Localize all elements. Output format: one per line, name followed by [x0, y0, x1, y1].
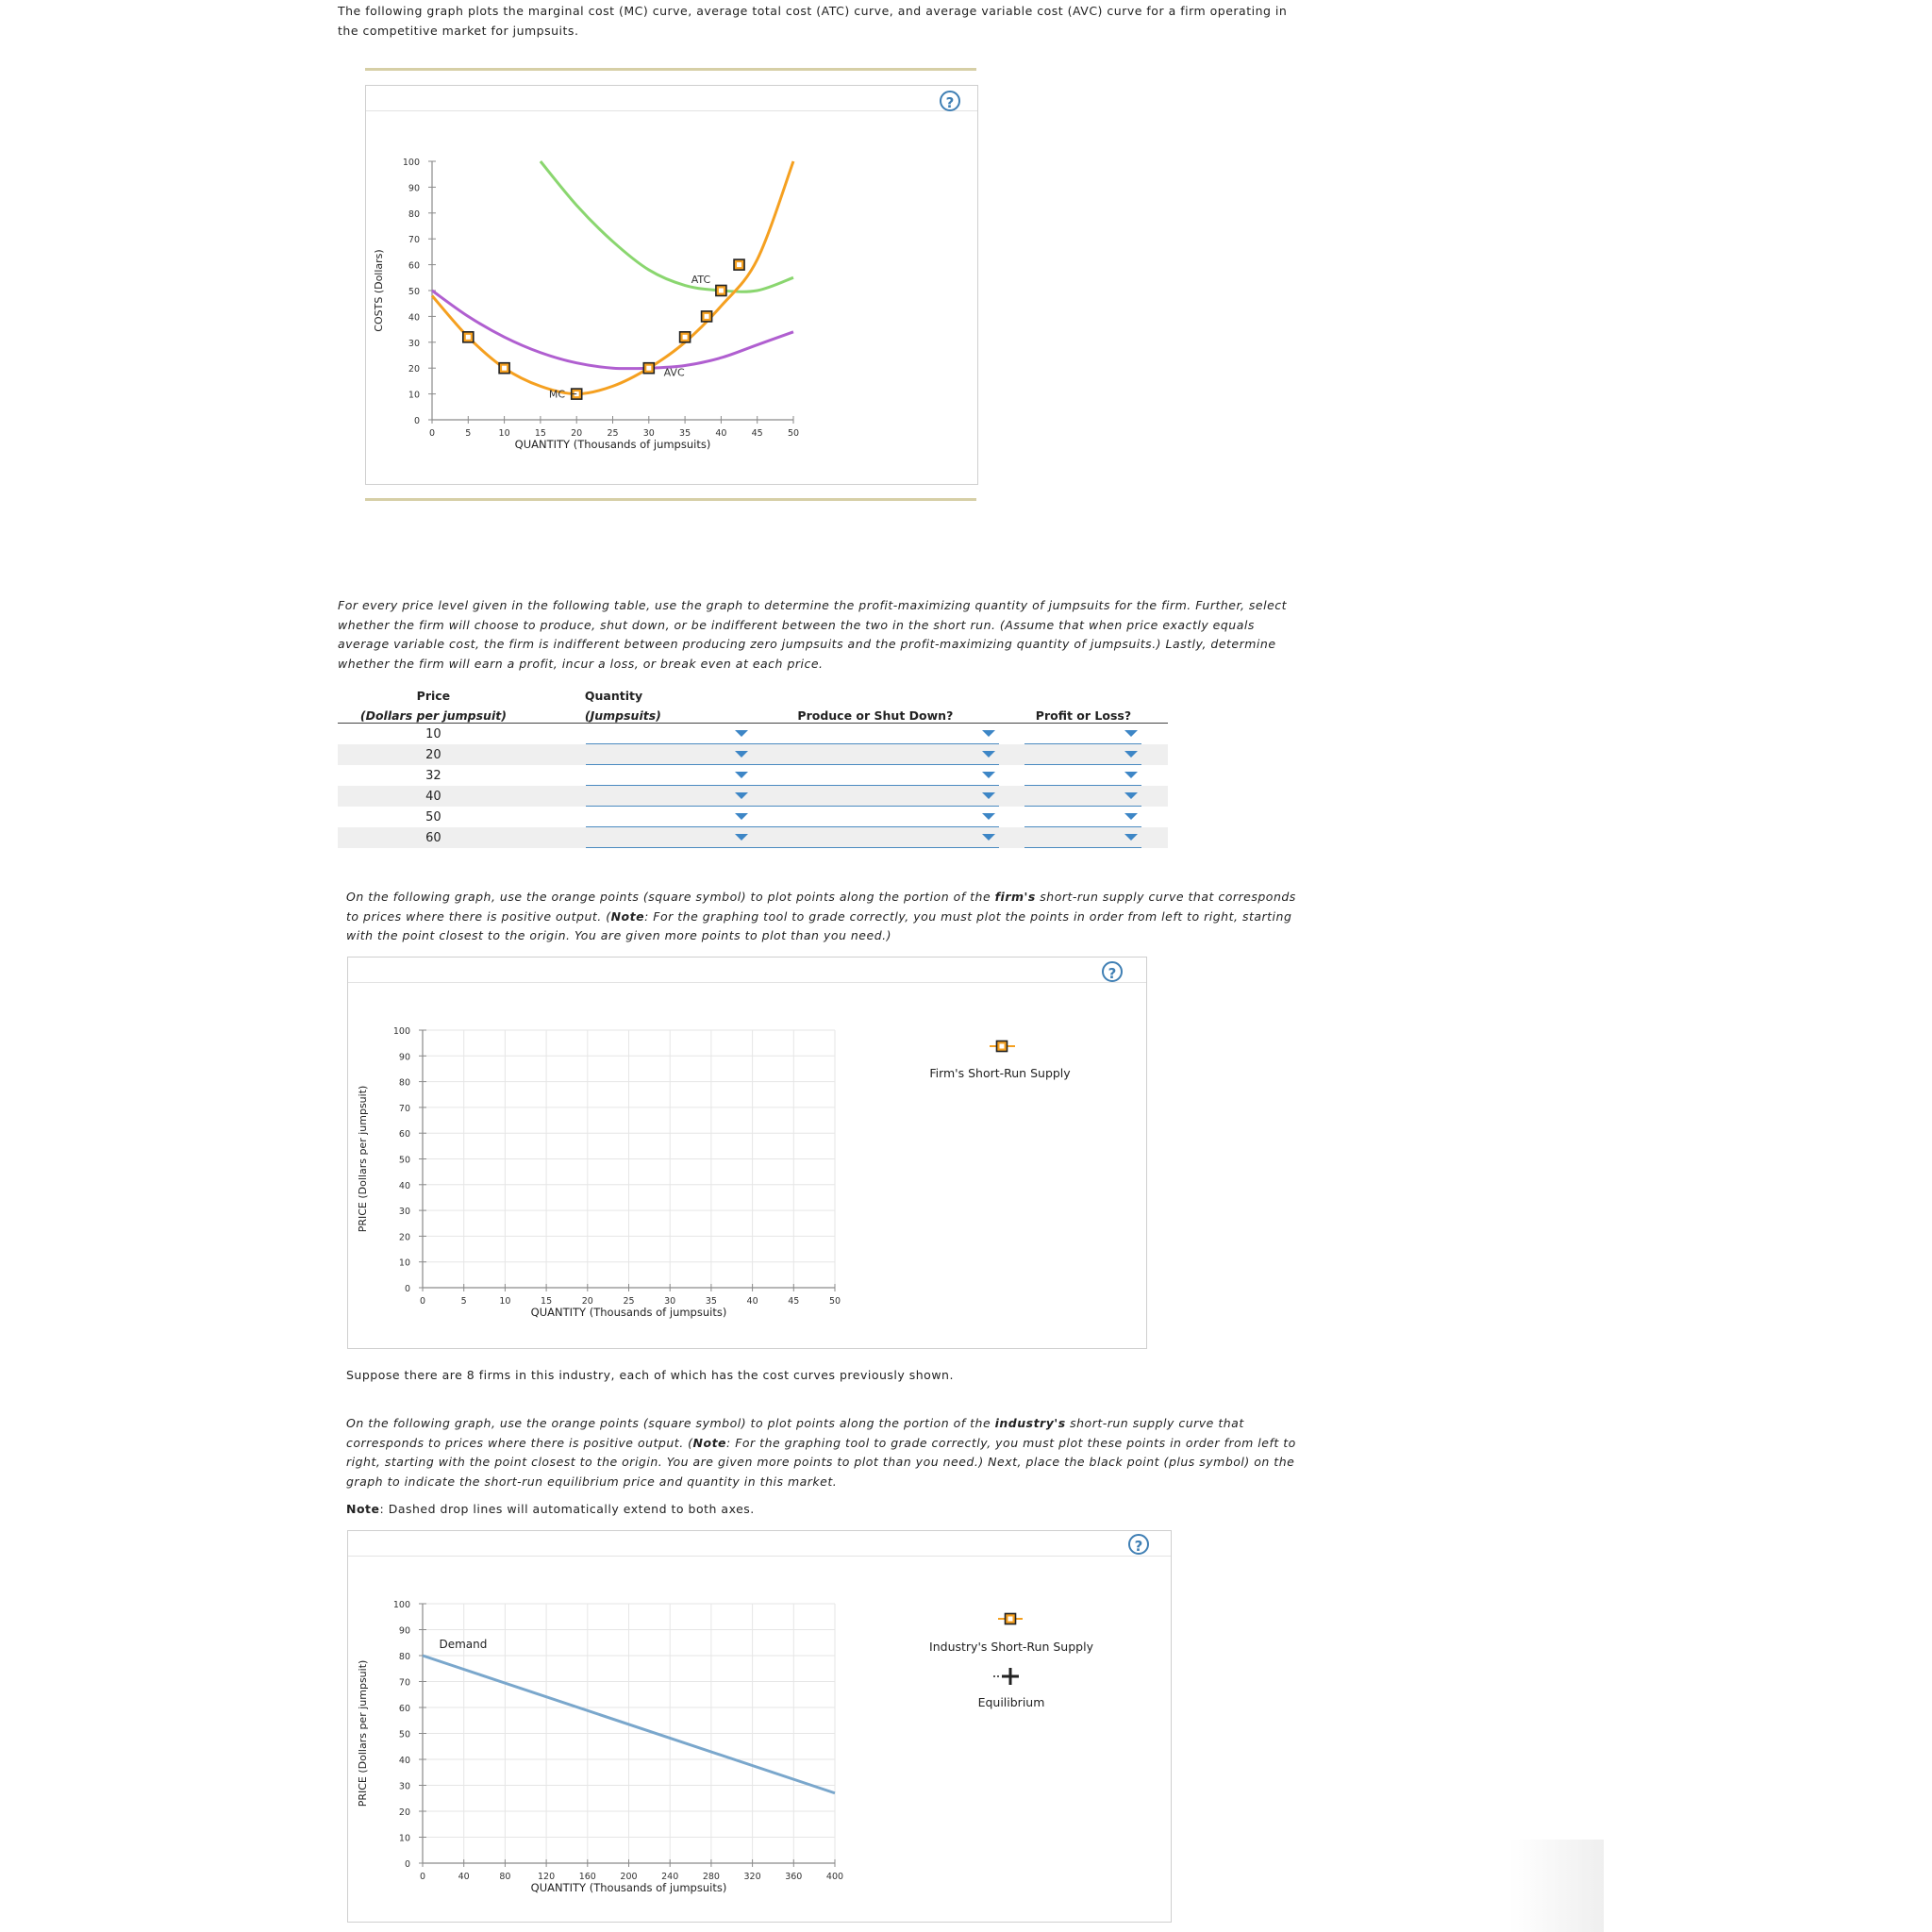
profit-or-loss-cell: [999, 807, 1168, 827]
chevron-down-icon[interactable]: [735, 730, 748, 737]
produce-or-shutdown-cell: [752, 744, 999, 765]
x-tick-label: 45: [751, 428, 763, 439]
spacer: [529, 807, 585, 827]
chevron-down-icon[interactable]: [982, 813, 995, 820]
emphasis: firm's: [994, 890, 1036, 904]
x-tick-label: 5: [465, 428, 472, 439]
x-tick-label: 40: [458, 1872, 470, 1882]
chevron-down-icon[interactable]: [1124, 792, 1138, 799]
instruction-line: with the point closest to the origin. You are given more points to plot than you need.): [346, 928, 891, 942]
instruction-line: average variable cost, the firm is indifferent between producing zero jumpsuits and the profit-maximizing quantity of jumpsuits.) Lastly, determine: [338, 637, 1276, 651]
col-profit-header: Profit or Loss?: [999, 703, 1168, 724]
produce-or-shutdown-cell: [752, 765, 999, 786]
x-tick-label: 320: [743, 1872, 761, 1882]
y-tick-label: 40: [408, 312, 420, 324]
intro-line: The following graph plots the marginal cost (MC) curve, average total cost (ATC) curve, and average variable cost (AVC) curve for a firm operating in: [338, 4, 1288, 18]
x-tick-label: 0: [428, 428, 436, 439]
instruction-line: graph to indicate the short-run equilibrium price and quantity in this market.: [346, 1474, 838, 1489]
x-tick-label: 240: [661, 1872, 679, 1882]
emphasis: Note: [692, 1435, 727, 1450]
text: : For the graphing tool to grade correctly, you must plot the points in order from left to right, starting: [644, 908, 1292, 924]
chevron-down-icon[interactable]: [735, 813, 748, 820]
y-tick-label: 10: [398, 1257, 410, 1269]
quantity-dropdown[interactable]: [586, 827, 752, 848]
produce-or-shutdown-dropdown[interactable]: [752, 827, 999, 848]
profit-or-loss-cell: [999, 724, 1168, 745]
col-price-subheader: (Dollars per jumpsuit): [338, 703, 529, 724]
quantity-cell: [585, 765, 752, 786]
y-tick-label: 30: [398, 1207, 410, 1218]
note-body: : Dashed drop lines will automatically extend to both axes.: [379, 1502, 755, 1516]
produce-or-shutdown-cell: [752, 724, 999, 745]
x-tick-label: 5: [460, 1296, 467, 1307]
quantity-dropdown[interactable]: [586, 807, 752, 827]
equilibrium-legend-tool[interactable]: [996, 1666, 1024, 1685]
table-row: [338, 786, 1168, 807]
chevron-down-icon[interactable]: [1124, 751, 1138, 758]
profit-or-loss-dropdown[interactable]: [1024, 765, 1141, 786]
instructions-firm-supply: [346, 888, 1535, 946]
quantity-cell: [585, 724, 752, 745]
x-tick-label: 20: [571, 428, 583, 439]
y-tick-label: 70: [398, 1103, 410, 1114]
y-tick-label: 40: [398, 1756, 410, 1766]
x-tick-label: 30: [664, 1296, 676, 1307]
chevron-down-icon[interactable]: [735, 772, 748, 778]
demand-label: Demand: [439, 1637, 488, 1651]
x-tick-label: 35: [705, 1296, 717, 1307]
quantity-cell: [585, 827, 752, 848]
y-tick-label: 50: [408, 287, 420, 297]
help-icon[interactable]: ?: [940, 91, 960, 111]
y-tick-label: 0: [413, 416, 420, 426]
y-tick-label: 100: [402, 158, 420, 168]
x-tick-label: 80: [499, 1872, 511, 1882]
chevron-down-icon[interactable]: [1124, 813, 1138, 820]
graph2-panel[interactable]: [347, 957, 1147, 1349]
x-tick-label: 160: [578, 1872, 596, 1882]
y-tick-label: 50: [398, 1155, 410, 1166]
profit-or-loss-cell: [999, 827, 1168, 848]
text: : For the graphing tool to grade correctly, you must plot these points in order from left to: [726, 1435, 1296, 1450]
quantity-cell: [585, 744, 752, 765]
col-price-header: Price: [416, 689, 451, 703]
chevron-down-icon[interactable]: [1124, 834, 1138, 841]
x-tick-label: 0: [419, 1296, 426, 1307]
text: On the following graph, use the orange points (square symbol) to plot points along the portion of the: [346, 1416, 995, 1430]
firm-supply-legend-tool[interactable]: [986, 1038, 1014, 1055]
produce-or-shutdown-dropdown[interactable]: [752, 807, 999, 827]
quantity-dropdown[interactable]: [586, 765, 752, 786]
text: short-run supply curve that: [1065, 1416, 1244, 1430]
industry-supply-legend-tool[interactable]: [996, 1610, 1024, 1627]
table-row: [338, 724, 1168, 745]
y-tick-label: 20: [398, 1232, 410, 1243]
chevron-down-icon[interactable]: [982, 730, 995, 737]
x-tick-label: 25: [607, 428, 619, 439]
x-axis-label: QUANTITY (Thousands of jumpsuits): [514, 438, 711, 451]
col-produce-header: Produce or Shut Down?: [752, 703, 999, 724]
x-tick-label: 50: [787, 428, 800, 439]
chevron-down-icon[interactable]: [1124, 772, 1138, 778]
y-tick-label: 90: [398, 1052, 410, 1063]
spacer: [529, 703, 585, 724]
x-tick-label: 120: [538, 1872, 556, 1882]
x-tick-label: 30: [642, 428, 655, 439]
instruction-line: [346, 1414, 1535, 1434]
firm-supply-legend-label: Firm's Short-Run Supply: [929, 1066, 1071, 1080]
produce-or-shutdown-cell: [752, 827, 999, 848]
panel-header-line: [348, 1556, 1171, 1557]
help-icon[interactable]: ?: [1128, 1534, 1149, 1555]
chevron-down-icon[interactable]: [735, 751, 748, 758]
spacer: [690, 703, 752, 724]
price-cell: 40: [338, 786, 529, 807]
col-quantity-header: Quantity: [584, 689, 643, 703]
text: short-run supply curve that corresponds: [1035, 890, 1296, 904]
spacer: [529, 786, 585, 807]
intro-line: the competitive market for jumpsuits.: [338, 23, 579, 38]
x-tick-label: 10: [498, 428, 510, 439]
mc-label: MC: [548, 388, 566, 401]
chevron-down-icon[interactable]: [735, 792, 748, 799]
note-text: [346, 1500, 1384, 1520]
price-table: [338, 683, 1168, 848]
y-tick-label: 30: [398, 1781, 410, 1792]
spacer: [529, 827, 585, 848]
profit-or-loss-dropdown[interactable]: [1024, 807, 1141, 827]
y-axis-label: PRICE (Dollars per jumpsuit): [357, 1085, 369, 1233]
industry-supply-legend-label: Industry's Short-Run Supply: [929, 1640, 1093, 1654]
y-tick-label: 0: [404, 1284, 410, 1294]
x-tick-label: 25: [623, 1296, 635, 1307]
chevron-down-icon[interactable]: [735, 834, 748, 841]
x-tick-label: 20: [581, 1296, 593, 1307]
equilibrium-legend-label: Equilibrium: [977, 1695, 1045, 1709]
chevron-down-icon[interactable]: [982, 772, 995, 778]
instruction-line: whether the firm will earn a profit, incur a loss, or break even at each price.: [338, 656, 824, 671]
suppose-text: Suppose there are 8 firms in this industry, each of which has the cost curves previously shown.: [346, 1368, 954, 1382]
x-axis-label: QUANTITY (Thousands of jumpsuits): [530, 1881, 727, 1894]
y-tick-label: 0: [404, 1859, 410, 1870]
x-tick-label: 45: [788, 1296, 800, 1307]
x-tick-label: 40: [746, 1296, 758, 1307]
produce-or-shutdown-dropdown[interactable]: [752, 744, 999, 765]
y-axis-label: PRICE (Dollars per jumpsuit): [357, 1659, 369, 1807]
produce-or-shutdown-dropdown[interactable]: [752, 765, 999, 786]
y-tick-label: 60: [408, 260, 420, 272]
x-tick-label: 280: [702, 1872, 720, 1882]
emphasis: industry's: [994, 1416, 1066, 1430]
x-tick-label: 360: [785, 1872, 803, 1882]
instruction-line: For every price level given in the following table, use the graph to determine the profit-maximizing quantity of jumpsuits for the firm. Further, select: [338, 598, 1288, 612]
y-tick-label: 80: [408, 208, 420, 220]
y-tick-label: 90: [408, 183, 420, 194]
price-cell: 50: [425, 809, 441, 824]
panel-header-line: [348, 982, 1146, 983]
y-tick-label: 100: [392, 1600, 410, 1610]
help-icon[interactable]: ?: [1102, 961, 1123, 982]
instruction-line: whether the firm will choose to produce, shut down, or be indifferent between the two in the short run. (Assume that when price exactly equals: [338, 617, 1255, 632]
instruction-line: [346, 908, 1535, 927]
col-quantity-subheader: (Jumpsuits): [585, 703, 690, 724]
produce-or-shutdown-dropdown[interactable]: [752, 786, 999, 807]
profit-or-loss-dropdown[interactable]: [1024, 827, 1141, 848]
x-tick-label: 40: [715, 428, 727, 439]
chevron-down-icon[interactable]: [982, 792, 995, 799]
produce-or-shutdown-dropdown[interactable]: [752, 724, 999, 744]
spacer: [529, 765, 585, 786]
price-cell: 10: [425, 726, 441, 741]
y-tick-label: 80: [398, 1077, 410, 1089]
produce-or-shutdown-cell: [752, 807, 999, 827]
quantity-dropdown[interactable]: [586, 744, 752, 765]
spacer: [529, 744, 585, 765]
y-tick-label: 80: [398, 1652, 410, 1662]
instruction-line: [346, 888, 1535, 908]
price-cell: 60: [338, 827, 529, 848]
y-tick-label: 60: [398, 1704, 410, 1714]
avc-label: AVC: [663, 366, 685, 379]
y-tick-label: 40: [398, 1180, 410, 1191]
profit-or-loss-dropdown[interactable]: [1024, 744, 1141, 765]
panel-header-line: [366, 110, 977, 111]
x-tick-label: 0: [419, 1872, 426, 1882]
quantity-dropdown[interactable]: [586, 724, 752, 744]
x-axis-label: QUANTITY (Thousands of jumpsuits): [530, 1306, 727, 1319]
profit-or-loss-dropdown[interactable]: [1024, 724, 1141, 744]
y-tick-label: 70: [408, 235, 420, 246]
y-tick-label: 60: [398, 1129, 410, 1141]
y-tick-label: 90: [398, 1625, 410, 1637]
instructions-table: [338, 596, 1375, 674]
emphasis: Note: [610, 908, 645, 924]
instructions-industry-supply: [346, 1414, 1535, 1491]
quantity-cell: [585, 807, 752, 827]
x-tick-label: 400: [825, 1872, 844, 1882]
graph3-panel[interactable]: [347, 1530, 1172, 1923]
x-tick-label: 10: [499, 1296, 511, 1307]
spacer: [752, 683, 999, 703]
table-row: [338, 807, 1168, 827]
graph1-top-rule: [365, 68, 976, 71]
table-row: [338, 744, 1168, 765]
profit-or-loss-cell: [999, 786, 1168, 807]
profit-or-loss-cell: [999, 744, 1168, 765]
instruction-line: right, starting with the point closest to the origin. You are given more points to plot than you need.) Next, place the black point (plus symbol) on the: [346, 1455, 1295, 1469]
table-row: [338, 765, 1168, 786]
y-tick-label: 100: [392, 1026, 410, 1037]
chevron-down-icon[interactable]: [982, 834, 995, 841]
instruction-line: [346, 1434, 1535, 1454]
y-tick-label: 50: [398, 1729, 410, 1740]
quantity-dropdown[interactable]: [586, 786, 752, 807]
profit-or-loss-dropdown[interactable]: [1024, 786, 1141, 807]
page-edge-shade: [1509, 1840, 1604, 1932]
note-bold: Note: [346, 1502, 380, 1516]
y-tick-label: 70: [398, 1677, 410, 1689]
text: to prices where there is positive output. (: [346, 908, 611, 924]
spacer: [529, 724, 585, 745]
graph1-panel: [365, 85, 978, 485]
produce-or-shutdown-cell: [752, 786, 999, 807]
chevron-down-icon[interactable]: [982, 751, 995, 758]
chevron-down-icon[interactable]: [1124, 730, 1138, 737]
spacer: [690, 683, 752, 703]
y-tick-label: 10: [408, 390, 420, 401]
profit-or-loss-cell: [999, 765, 1168, 786]
x-tick-label: 200: [620, 1872, 638, 1882]
y-tick-label: 10: [398, 1833, 410, 1844]
y-tick-label: 30: [408, 338, 420, 349]
intro-text: [338, 2, 1375, 41]
spacer: [529, 683, 585, 703]
price-cell: 32: [425, 768, 441, 783]
y-axis-label: COSTS (Dollars): [373, 249, 385, 332]
spacer: [999, 683, 1168, 703]
y-tick-label: 20: [398, 1807, 410, 1818]
x-tick-label: 15: [541, 1296, 553, 1307]
text: corresponds to prices where there is positive output. (: [346, 1435, 693, 1450]
x-tick-label: 50: [828, 1296, 841, 1307]
y-tick-label: 20: [408, 364, 420, 375]
quantity-cell: [585, 786, 752, 807]
x-tick-label: 15: [534, 428, 546, 439]
text: On the following graph, use the orange points (square symbol) to plot points along the portion of the: [346, 890, 995, 904]
table-row: [338, 827, 1168, 848]
x-tick-label: 35: [679, 428, 691, 439]
atc-label: ATC: [691, 273, 711, 286]
price-cell: 20: [338, 744, 529, 765]
graph1-bottom-rule: [365, 498, 976, 501]
